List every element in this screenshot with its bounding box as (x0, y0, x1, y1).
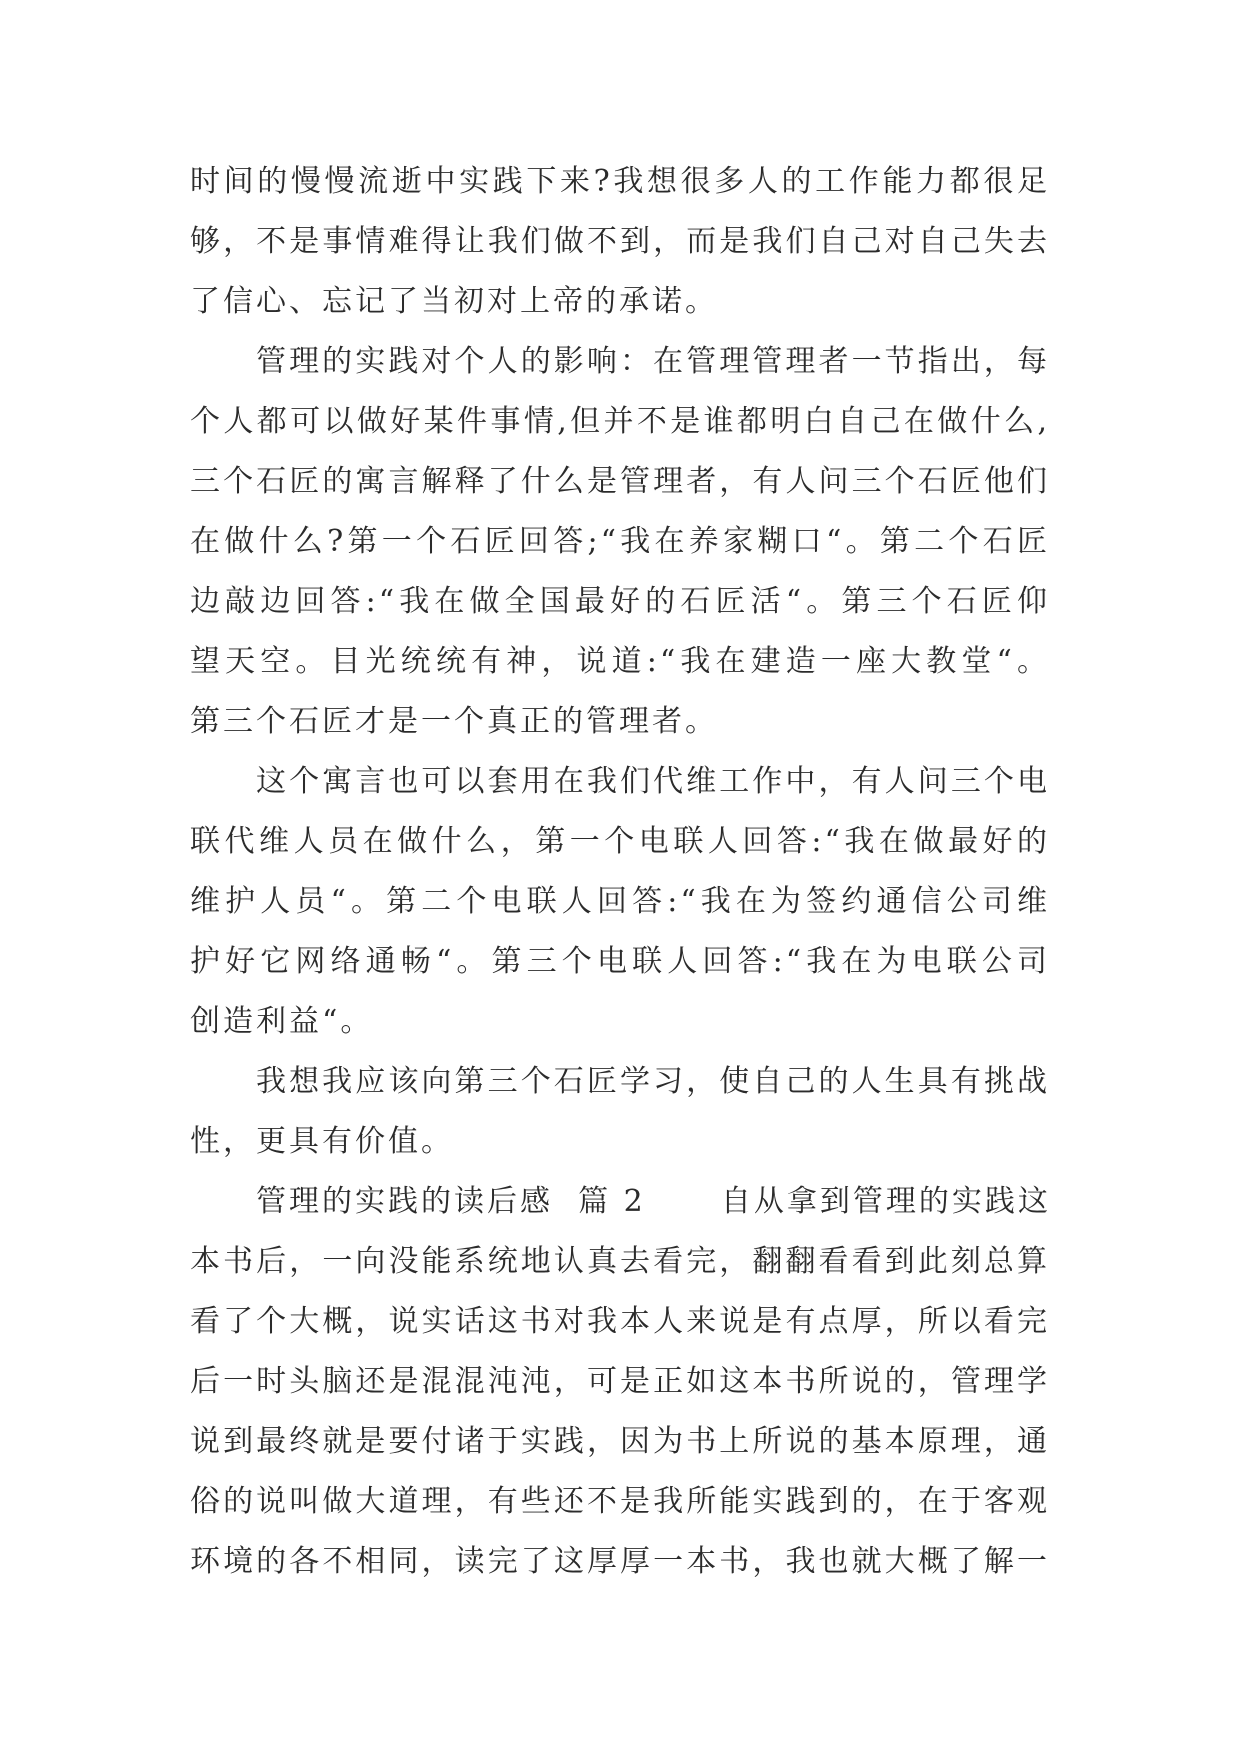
text-line: 望天空。目光统统有神，说道:“我在建造一座大教堂“。 (190, 644, 1050, 679)
paragraph (190, 1052, 1050, 1172)
text-line: 性，更具有价值。 (190, 1124, 454, 1159)
paragraph (190, 1172, 1050, 1592)
text-line: 俗的说叫做大道理，有些还不是我所能实践到的，在于客观 (190, 1484, 1050, 1519)
text-line: 够，不是事情难得让我们做不到，而是我们自己对自己失去 (190, 224, 1050, 259)
text-line: 在做什么?第一个石匠回答;“我在养家糊口“。第二个石匠 (190, 524, 1050, 559)
text-line: 护好它网络通畅“。第三个电联人回答:“我在为电联公司 (190, 944, 1050, 979)
text-line: 本书后，一向没能系统地认真去看完，翻翻看看到此刻总算 (190, 1244, 1050, 1279)
text-line: 环境的各不相同，读完了这厚厚一本书，我也就大概了解一 (190, 1544, 1050, 1579)
text-line: 说到最终就是要付诸于实践，因为书上所说的基本原理，通 (190, 1424, 1050, 1459)
text-line: 我想我应该向第三个石匠学习，使自己的人生具有挑战 (256, 1064, 1050, 1099)
text-line: 三个石匠的寓言解释了什么是管理者，有人问三个石匠他们 (190, 464, 1050, 499)
text-line: 时间的慢慢流逝中实践下来?我想很多人的工作能力都很足 (190, 164, 1050, 199)
text-line: 后一时头脑还是混混沌沌，可是正如这本书所说的，管理学 (190, 1364, 1050, 1399)
text-line: 边敲边回答:“我在做全国最好的石匠活“。第三个石匠仰 (190, 584, 1050, 619)
text-line: 个人都可以做好某件事情,但并不是谁都明白自己在做什么, (190, 404, 1050, 439)
text-line: 这个寓言也可以套用在我们代维工作中，有人问三个电 (256, 764, 1050, 799)
text-line: 看了个大概，说实话这书对我本人来说是有点厚，所以看完 (190, 1304, 1050, 1339)
text-line: 了信心、忘记了当初对上帝的承诺。 (190, 284, 718, 319)
body-text (190, 152, 1050, 1592)
text-line: 第三个石匠才是一个真正的管理者。 (190, 704, 718, 739)
text-line: 创造利益“。 (190, 1004, 374, 1039)
text-line: 管理的实践的读后感 篇 2 自从拿到管理的实践这 (256, 1184, 1051, 1219)
text-line: 联代维人员在做什么，第一个电联人回答:“我在做最好的 (190, 824, 1050, 859)
paragraph (190, 152, 1050, 332)
paragraph (190, 332, 1050, 752)
text-line: 维护人员“。第二个电联人回答:“我在为签约通信公司维 (190, 884, 1050, 919)
text-line: 管理的实践对个人的影响：在管理管理者一节指出，每 (256, 344, 1050, 379)
paragraph (190, 752, 1050, 1052)
